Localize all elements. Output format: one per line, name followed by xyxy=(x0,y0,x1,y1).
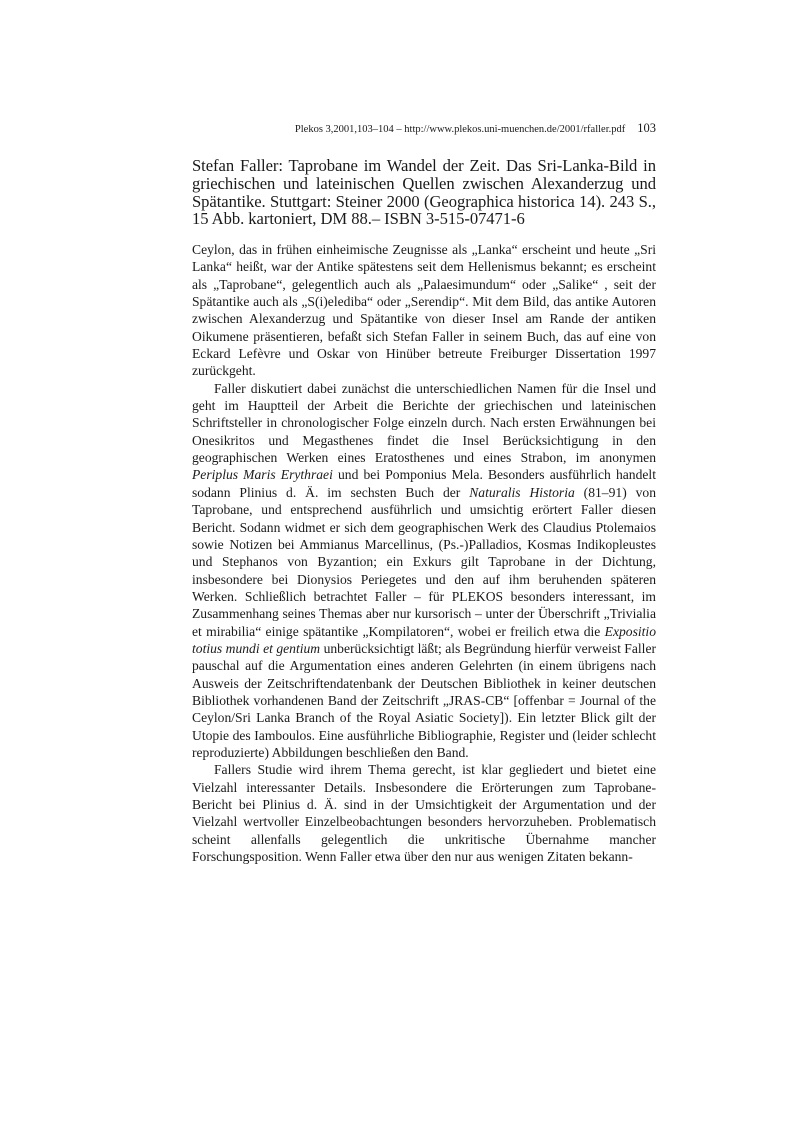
paragraph-3: Fallers Studie wird ihrem Thema gerecht, ist klar gegliedert und bietet eine Vielzahl interessanter Details. Insbesondere die Erörterungen zum Taprobane-Bericht bei Plinius d. Ä. sind in der Umsichtigkeit der Argumentation und der Vielzahl wertvoller Einzelbeobachtungen besonders hervorzuheben. Problematisch scheint allenfalls gelegentlich die unkritische Übernahme mancher Forschungsposition. Wenn Faller etwa über den nur aus wenigen Zitaten bekann- xyxy=(192,762,656,865)
paragraph-1: Ceylon, das in frühen einheimische Zeugnisse als „Lanka“ erscheint und heute „Sri Lanka“ heißt, war der Antike spätestens seit dem Hellenismus bekannt; es erscheint als „Taprobane“, gelegentlich auch als „Palaesimundum“ oder „Salike“ , seit der Spätantike auch als „S(i)elediba“ oder „Serendip“. Mit dem Bild, das antike Autoren zwischen Alexanderzug und Spätantike von dieser Insel am Rande der antiken Oikumene präsentieren, befaßt sich Stefan Faller in seinem Buch, das auf eine von Eckard Lefèvre und Oskar von Hinüber betreute Freiburger Dissertation 1997 zurückgeht. xyxy=(192,242,656,379)
paragraph-2-text-4: unberücksichtigt läßt; als Begründung hierfür verweist Faller pauschal auf die Argumentation eines anderen Gelehrten (in einem übrigens nach Ausweis der Zeitschriftendatenbank der Deutschen Bibliothek in keiner deutschen Bibliothek vorhandenen Band der Zeitschrift „JRAS-CB“ [offenbar = Journal of the Ceylon/Sri Lanka Branch of the Royal Asiatic Society]). Ein letzter Blick gilt der Utopie des Iamboulos. Eine ausführliche Bibliographie, Register und (leider schlecht reproduzierte) Abbildungen beschließen den Band. xyxy=(192,640,657,760)
italic-title-naturalis-historia: Naturalis Historia xyxy=(469,484,575,500)
paragraph-2-text-3: (81–91) von Taprobane, und entsprechend ausführlich und umsichtig erörtert Faller diesen Bericht. Sodann widmet er sich dem geographischen Werk des Claudius Ptolemaios sowie Notizen bei Ammianus Marcellinus, (Ps.-)Palladios, Kosmas Indikopleustes und Stephanos von Byzantion; ein Exkurs gilt Taprobane in der Dichtung, insbesondere bei Dionysios Periegetes und den auf ihm beruhenden späteren Werken. Schließlich betrachtet Faller – für PLEKOS besonders interessant, im Zusammenhang seines Themas aber nur kursorisch – unter der Überschrift „Trivialia et mirabilia“ einige spätantike „Kompilatoren“, wobei er freilich etwa die xyxy=(192,484,656,639)
review-title: Stefan Faller: Taprobane im Wandel der Zeit. Das Sri-Lanka-Bild in griechischen und lateinischen Quellen zwischen Alexanderzug und Spätantike. Stuttgart: Steiner 2000 (Geographica historica 14). 243 S., 15 Abb. kartoniert, DM 88.– ISBN 3-515-07471-6 xyxy=(192,156,656,229)
journal-citation: Plekos 3,2001,103–104 – http://www.plekos.uni-muenchen.de/2001/rfaller.pdf xyxy=(294,124,626,135)
italic-title-expositio: Expositio totius mundi et gentium xyxy=(192,623,656,656)
italic-title-periplus: Periplus Maris Erythraei xyxy=(192,467,333,483)
paragraph-2 xyxy=(192,380,656,762)
paragraph-2-text-2: und bei Pomponius Mela. Besonders ausführlich handelt sodann Plinius d. Ä. im sechsten Buch der xyxy=(192,467,656,500)
page-number: 103 xyxy=(637,121,656,135)
running-header xyxy=(192,121,656,137)
review-body xyxy=(192,241,656,865)
paragraph-2-text-1: Faller diskutiert dabei zunächst die unterschiedlichen Namen für die Insel und geht im Hauptteil der Arbeit die Berichte der griechischen und lateinischen Schriftsteller in chronologischer Folge einzeln durch. Nach ersten Erwähnungen bei Onesikritos und Megasthenes findet die Insel Berücksichtigung in den geographischen Werken eines Eratosthenes und eines Strabon, im anonymen xyxy=(192,380,656,466)
